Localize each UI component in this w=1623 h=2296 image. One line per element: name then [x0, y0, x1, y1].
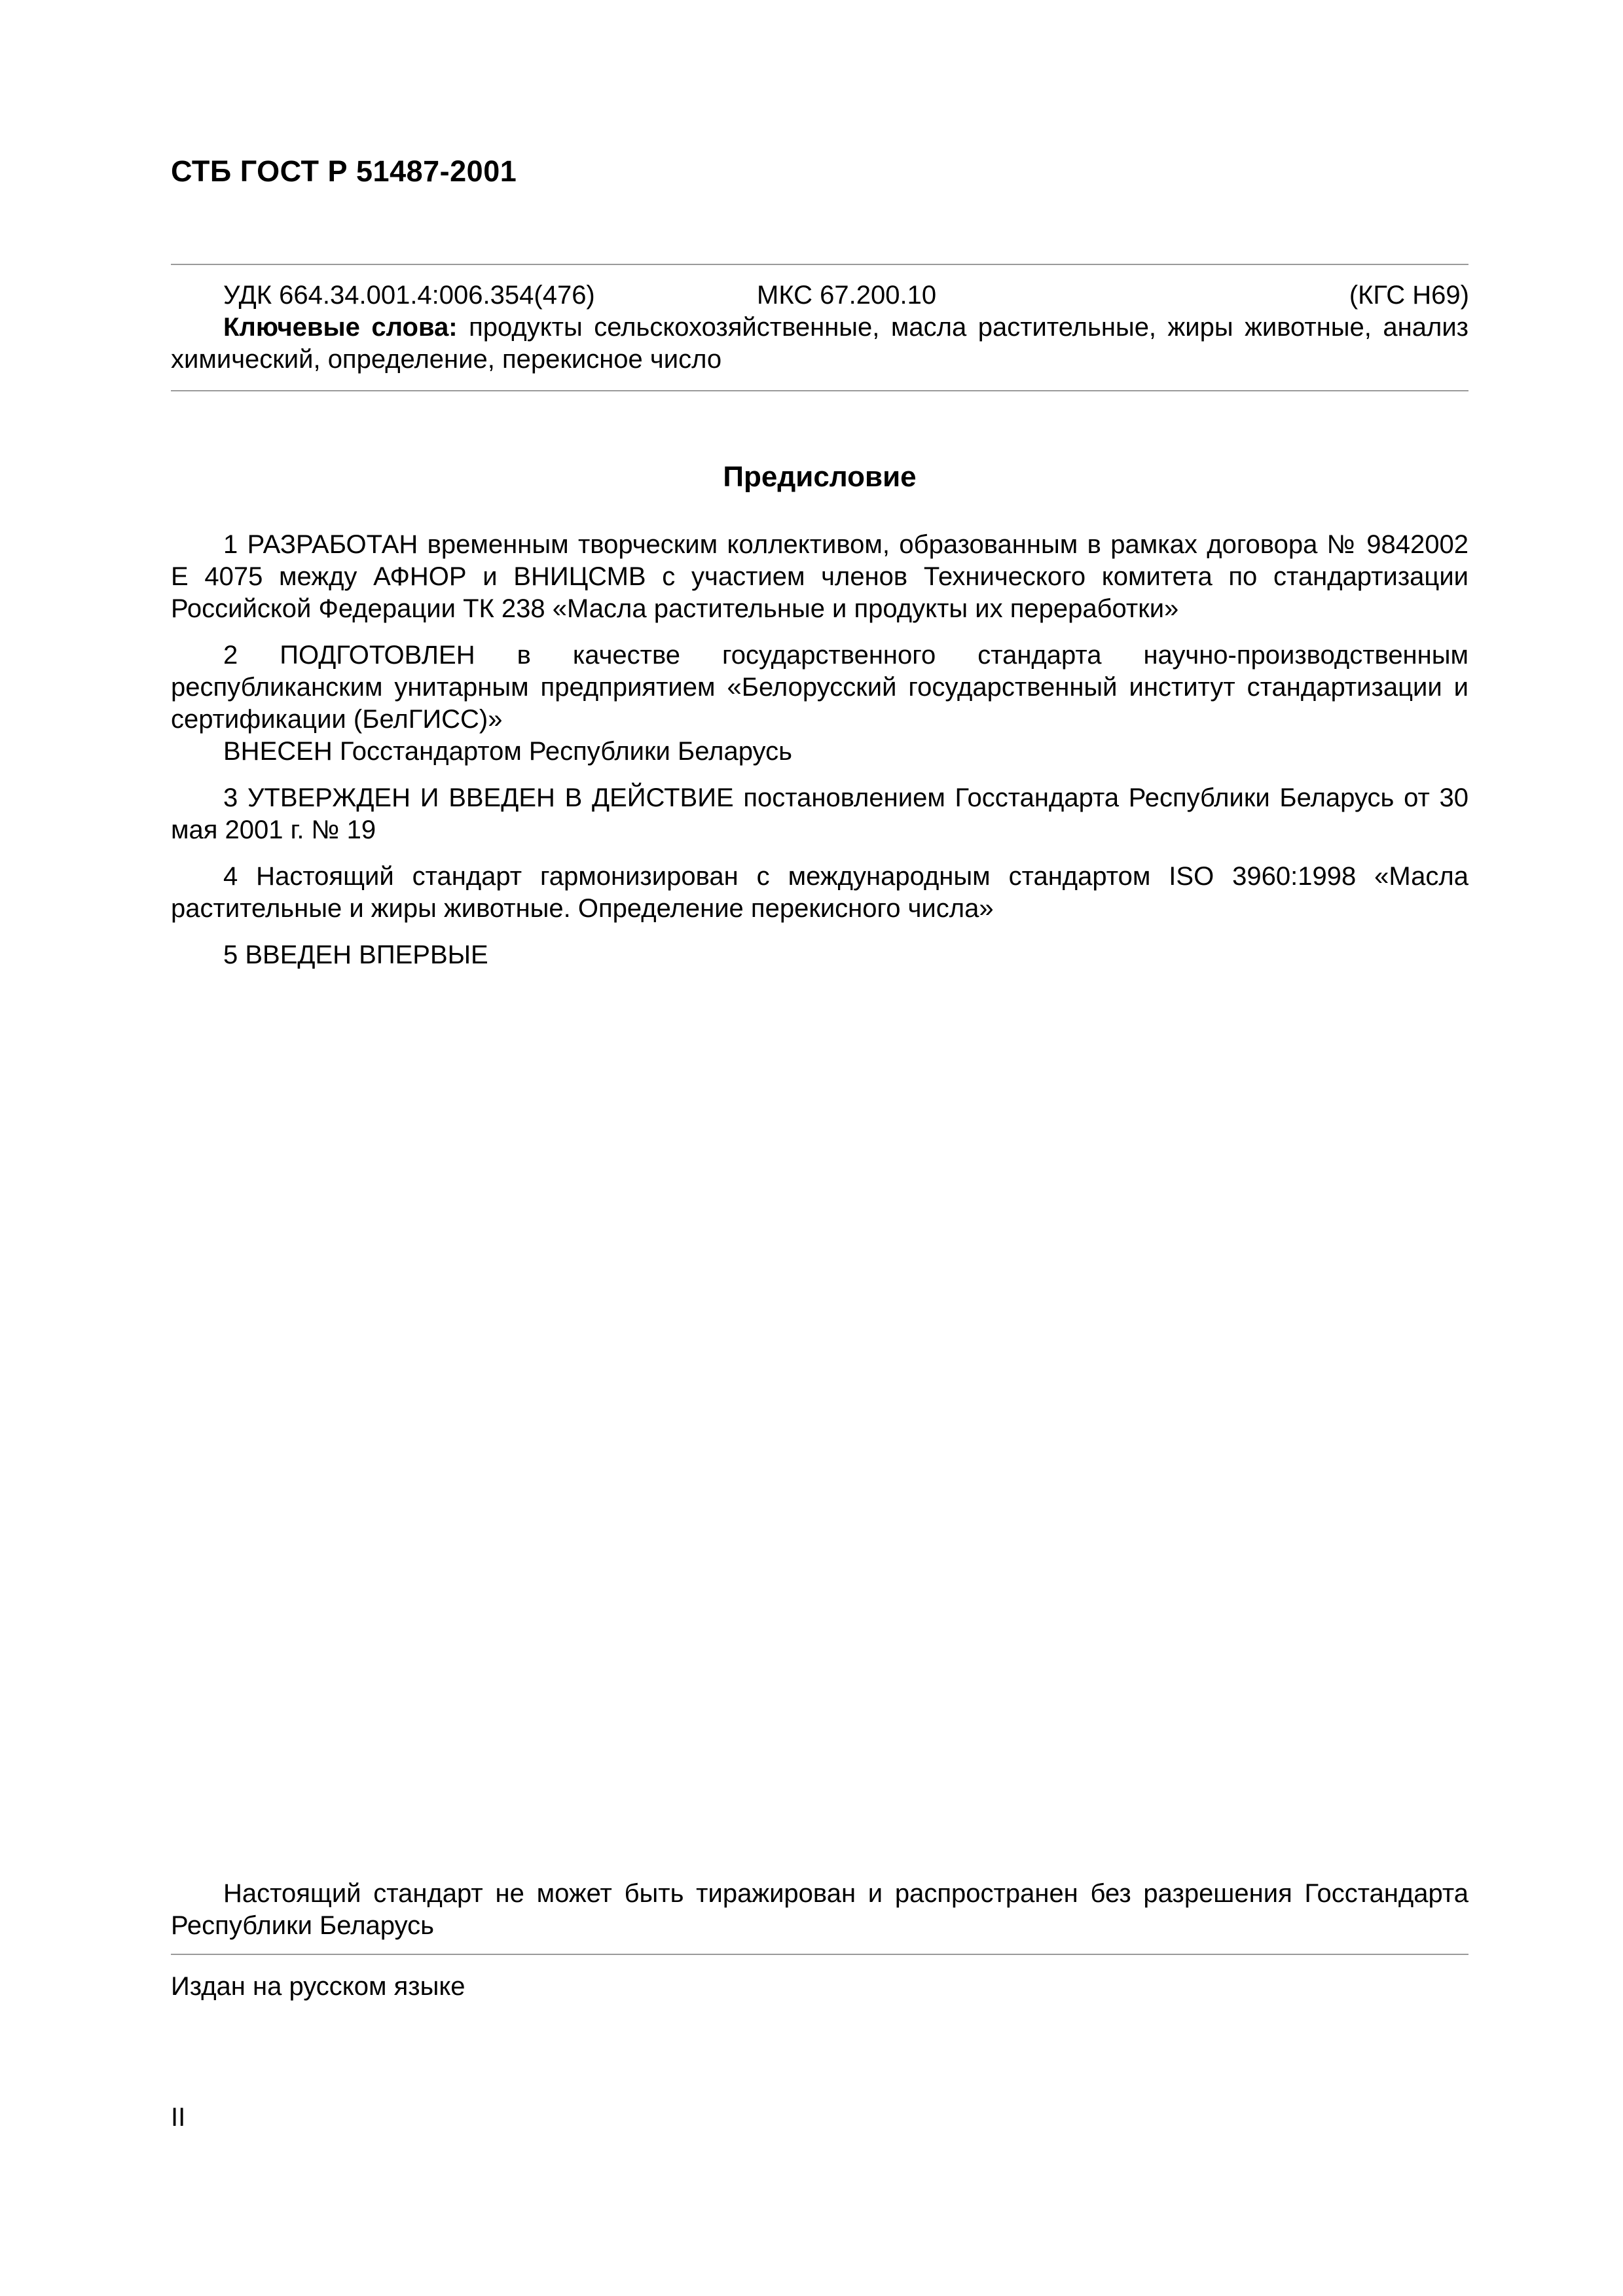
udc-code: УДК 664.34.001.4:006.354(476)	[223, 281, 595, 310]
foreword-item-5: 5 ВВЕДЕН ВПЕРВЫЕ	[223, 941, 488, 969]
footer-divider	[171, 1954, 1468, 1955]
foreword-item-3: 3 УТВЕРЖДЕН И ВВЕДЕН В ДЕЙСТВИЕ постановлением Госстандарта Республики Беларусь от 30 мая 2001 г. № 19	[171, 783, 1468, 844]
keywords-block	[171, 312, 1468, 376]
foreword-item-2: 2 ПОДГОТОВЛЕН в качестве государственного стандарта научно-производственным республиканским унитарным предприятием «Белорусский государственный институт стандартизации и сертификации (БелГИСС)»	[171, 641, 1468, 734]
publication-language: Издан на русском языке	[171, 1972, 465, 2001]
kgs-code: (КГС Н69)	[1349, 281, 1469, 310]
foreword-body	[171, 529, 1468, 986]
foreword-item-2-submitted: ВНЕСЕН Госстандартом Республики Беларусь	[223, 737, 792, 766]
page-number: II	[171, 2103, 186, 2132]
top-divider	[171, 264, 1468, 265]
mks-code: МКС 67.200.10	[757, 281, 937, 310]
foreword-item-4: 4 Настоящий стандарт гармонизирован с международным стандартом ISO 3960:1998 «Масла растительные и жиры животные. Определение перекисного числа»	[171, 862, 1468, 923]
keywords-label: Ключевые слова:	[223, 313, 458, 342]
keywords-divider	[171, 390, 1468, 391]
foreword-title: Предисловие	[723, 461, 917, 493]
copyright-notice: Настоящий стандарт не может быть тиражирован и распространен без разрешения Госстандарта Республики Беларусь	[171, 1879, 1468, 1940]
keywords-text: продукты сельскохозяйственные, масла растительные, жиры животные, анализ химический, определение, перекисное число	[171, 313, 1468, 374]
foreword-item-1: 1 РАЗРАБОТАН временным творческим коллективом, образованным в рамках договора № 9842002 Е 4075 между АФНОР и ВНИЦСМВ с участием членов Технического комитета по стандартизации Российской Федерации ТК 238 «Масла растительные и продукты их переработки»	[171, 530, 1468, 623]
standard-code: СТБ ГОСТ Р 51487-2001	[171, 154, 517, 188]
